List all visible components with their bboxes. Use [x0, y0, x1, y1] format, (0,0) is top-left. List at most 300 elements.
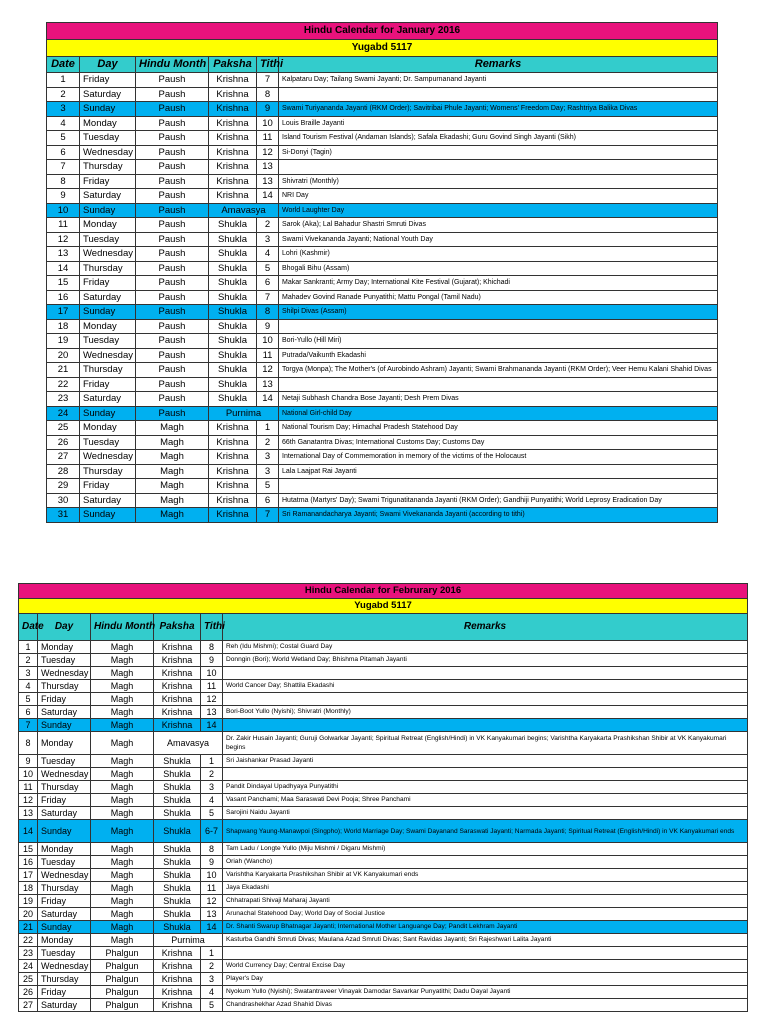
day-cell: Wednesday	[38, 869, 91, 882]
table-row	[19, 843, 748, 856]
tithi-cell: 5	[257, 261, 279, 276]
tithi-cell: 1	[257, 421, 279, 436]
hindu-month-cell: Paush	[136, 73, 209, 88]
hindu-month-cell: Paush	[136, 203, 209, 218]
tithi-cell: 13	[201, 706, 223, 719]
paksha-cell: Shukla	[154, 856, 201, 869]
tithi-cell: 12	[201, 895, 223, 908]
hindu-month-cell: Phalgun	[91, 986, 154, 999]
table-row	[19, 934, 748, 947]
table-row	[19, 794, 748, 807]
date-cell: 15	[19, 843, 38, 856]
col-header-day: Day	[38, 614, 91, 641]
hindu-month-cell: Magh	[91, 667, 154, 680]
remarks-cell: Island Tourism Festival (Andaman Islands); Safala Ekadashi; Guru Govind Singh Jayanti (Sikh)	[279, 131, 718, 146]
hindu-month-cell: Paush	[136, 334, 209, 349]
paksha-cell: Shukla	[209, 261, 257, 276]
remarks-cell: Lala Laajpat Rai Jayanti	[279, 464, 718, 479]
date-cell: 6	[19, 706, 38, 719]
tithi-cell: 10	[257, 334, 279, 349]
hindu-month-cell: Paush	[136, 174, 209, 189]
date-cell: 31	[47, 508, 80, 523]
day-cell: Friday	[80, 377, 136, 392]
remarks-cell	[279, 377, 718, 392]
remarks-cell: National Girl-child Day	[279, 406, 718, 421]
hindu-month-cell: Paush	[136, 305, 209, 320]
date-cell: 23	[19, 947, 38, 960]
date-cell: 13	[47, 247, 80, 262]
tithi-cell: 13	[201, 908, 223, 921]
tithi-cell: 5	[257, 479, 279, 494]
table-row	[19, 654, 748, 667]
tithi-cell: 11	[201, 882, 223, 895]
remarks-cell: Shivratri (Monthly)	[279, 174, 718, 189]
remarks-cell: Torgya (Monpa); The Mother's (of Aurobindo Ashram) Jayanti; Swami Brahmananda Jayanti (RKM Order); Veer Hemu Kalani Shahid Divas	[279, 363, 718, 378]
date-cell: 9	[47, 189, 80, 204]
day-cell: Sunday	[38, 820, 91, 843]
paksha-cell: Krishna	[209, 464, 257, 479]
day-cell: Sunday	[80, 508, 136, 523]
table-row	[19, 960, 748, 973]
table-row	[47, 334, 718, 349]
remarks-cell	[279, 319, 718, 334]
tithi-cell: 8	[201, 843, 223, 856]
table-row	[19, 768, 748, 781]
february-calendar-table	[18, 583, 748, 1012]
date-cell: 2	[47, 87, 80, 102]
tithi-cell: 12	[257, 145, 279, 160]
remarks-cell: Louis Braille Jayanti	[279, 116, 718, 131]
tithi-cell: 5	[201, 999, 223, 1012]
paksha-cell: Krishna	[154, 693, 201, 706]
day-cell: Friday	[38, 693, 91, 706]
remarks-cell: Chhatrapati Shivaji Maharaj Jayanti	[223, 895, 748, 908]
tithi-cell: 8	[201, 641, 223, 654]
day-cell: Saturday	[38, 706, 91, 719]
tithi-cell: 8	[257, 305, 279, 320]
remarks-cell: Dr. Zakir Husain Jayanti; Guruji Golwarkar Jayanti; Spiritual Retreat (English/Hindi) in VK Kanyakumari begins; Varishtha Karyakarta Prashikshan Shibir at VK Kanyakumari begins	[223, 732, 748, 755]
remarks-cell: Chandrashekhar Azad Shahid Divas	[223, 999, 748, 1012]
tithi-cell: 14	[257, 189, 279, 204]
table-row	[19, 908, 748, 921]
date-cell: 24	[19, 960, 38, 973]
paksha-cell: Krishna	[209, 73, 257, 88]
tithi-cell: 13	[257, 174, 279, 189]
table-row	[47, 102, 718, 117]
tithi-cell: 9	[201, 654, 223, 667]
date-cell: 17	[19, 869, 38, 882]
date-cell: 26	[47, 435, 80, 450]
day-cell: Saturday	[80, 290, 136, 305]
tithi-cell: 2	[257, 218, 279, 233]
remarks-cell: Sri Ramanandacharya Jayanti; Swami Vivekananda Jayanti (according to tithi)	[279, 508, 718, 523]
remarks-cell: 66th Ganatantra Divas; International Customs Day; Customs Day	[279, 435, 718, 450]
day-cell: Monday	[80, 218, 136, 233]
date-cell: 30	[47, 493, 80, 508]
hindu-month-cell: Magh	[91, 781, 154, 794]
paksha-cell: Krishna	[209, 479, 257, 494]
hindu-month-cell: Magh	[91, 693, 154, 706]
table-row	[47, 348, 718, 363]
day-cell: Wednesday	[38, 960, 91, 973]
date-cell: 12	[47, 232, 80, 247]
tithi-cell: 6	[257, 493, 279, 508]
date-cell: 27	[47, 450, 80, 465]
remarks-cell: Bori-Boot Yullo (Nyishi); Shivratri (Monthly)	[223, 706, 748, 719]
date-cell: 10	[19, 768, 38, 781]
paksha-cell: Krishna	[154, 947, 201, 960]
day-cell: Wednesday	[38, 667, 91, 680]
table-row	[19, 895, 748, 908]
date-cell: 16	[47, 290, 80, 305]
hindu-month-cell: Paush	[136, 319, 209, 334]
date-cell: 8	[19, 732, 38, 755]
hindu-month-cell: Magh	[91, 768, 154, 781]
tithi-cell: 2	[201, 960, 223, 973]
date-cell: 3	[19, 667, 38, 680]
hindu-month-cell: Paush	[136, 102, 209, 117]
remarks-cell: Si-Donyi (Tagin)	[279, 145, 718, 160]
paksha-cell: Shukla	[209, 348, 257, 363]
date-cell: 20	[47, 348, 80, 363]
date-cell: 17	[47, 305, 80, 320]
table-row	[47, 261, 718, 276]
hindu-month-cell: Phalgun	[91, 973, 154, 986]
day-cell: Friday	[80, 174, 136, 189]
tithi-cell: 3	[257, 464, 279, 479]
date-cell: 4	[19, 680, 38, 693]
january-yugabd: Yugabd 5117	[47, 40, 718, 57]
date-cell: 11	[19, 781, 38, 794]
date-cell: 22	[47, 377, 80, 392]
date-cell: 4	[47, 116, 80, 131]
remarks-cell	[223, 719, 748, 732]
table-row	[47, 290, 718, 305]
remarks-cell: World Cancer Day; Shattila Ekadashi	[223, 680, 748, 693]
remarks-cell: Sri Jaishankar Prasad Jayanti	[223, 755, 748, 768]
hindu-month-cell: Magh	[91, 895, 154, 908]
paksha-cell: Krishna	[154, 999, 201, 1012]
remarks-cell: Varishtha Karyakarta Prashikshan Shibir at VK Kanyakumari ends	[223, 869, 748, 882]
day-cell: Friday	[38, 895, 91, 908]
tithi-cell: 8	[257, 87, 279, 102]
hindu-month-cell: Magh	[91, 794, 154, 807]
table-row	[47, 377, 718, 392]
table-row	[47, 145, 718, 160]
paksha-cell: Shukla	[154, 794, 201, 807]
day-cell: Monday	[38, 732, 91, 755]
tithi-cell: 10	[201, 869, 223, 882]
table-row	[47, 116, 718, 131]
remarks-cell: Mahadev Govind Ranade Punyatithi; Mattu Pongal (Tamil Nadu)	[279, 290, 718, 305]
date-cell: 16	[19, 856, 38, 869]
date-cell: 23	[47, 392, 80, 407]
remarks-cell: Bhogali Bihu (Assam)	[279, 261, 718, 276]
paksha-cell: Krishna	[209, 160, 257, 175]
hindu-month-cell: Paush	[136, 247, 209, 262]
paksha-cell: Shukla	[209, 334, 257, 349]
tithi-cell: 3	[201, 973, 223, 986]
hindu-month-cell: Phalgun	[91, 999, 154, 1012]
remarks-cell: National Tourism Day; Himachal Pradesh Statehood Day	[279, 421, 718, 436]
date-cell: 1	[19, 641, 38, 654]
paksha-cell: Krishna	[154, 973, 201, 986]
date-cell: 10	[47, 203, 80, 218]
tithi-cell: 14	[257, 392, 279, 407]
table-row	[19, 667, 748, 680]
day-cell: Saturday	[38, 999, 91, 1012]
remarks-cell: Vasant Panchami; Maa Saraswati Devi Pooja; Shree Panchami	[223, 794, 748, 807]
remarks-cell: Reh (Idu Mishmi); Costal Guard Day	[223, 641, 748, 654]
table-row	[19, 719, 748, 732]
table-row	[47, 305, 718, 320]
table-row	[47, 406, 718, 421]
tithi-cell: 4	[201, 794, 223, 807]
hindu-month-cell: Magh	[136, 464, 209, 479]
hindu-month-cell: Magh	[136, 479, 209, 494]
hindu-month-cell: Magh	[91, 856, 154, 869]
paksha-cell: Krishna	[209, 174, 257, 189]
paksha-cell: Shukla	[209, 392, 257, 407]
hindu-month-cell: Paush	[136, 116, 209, 131]
table-row	[19, 869, 748, 882]
date-cell: 3	[47, 102, 80, 117]
remarks-cell: Shilpi Divas (Assam)	[279, 305, 718, 320]
day-cell: Friday	[38, 794, 91, 807]
remarks-cell: Kasturba Gandhi Smruti Divas; Maulana Azad Smruti Divas; Sant Ravidas Jayanti; Sri Rajeshwari Lalita Jayanti	[223, 934, 748, 947]
paksha-cell: Krishna	[154, 641, 201, 654]
hindu-month-cell: Paush	[136, 276, 209, 291]
paksha-cell: Krishna	[154, 654, 201, 667]
tithi-cell: 3	[201, 781, 223, 794]
day-cell: Friday	[80, 73, 136, 88]
hindu-month-cell: Paush	[136, 290, 209, 305]
paksha-cell: Krishna	[209, 421, 257, 436]
paksha-cell: Krishna	[154, 706, 201, 719]
paksha-cell: Shukla	[209, 319, 257, 334]
day-cell: Monday	[80, 421, 136, 436]
col-header-date: Date	[19, 614, 38, 641]
remarks-cell	[279, 479, 718, 494]
day-cell: Friday	[80, 479, 136, 494]
date-cell: 14	[47, 261, 80, 276]
hindu-month-cell: Paush	[136, 145, 209, 160]
date-cell: 6	[47, 145, 80, 160]
paksha-cell: Shukla	[209, 218, 257, 233]
tithi-cell: 13	[257, 160, 279, 175]
day-cell: Sunday	[80, 406, 136, 421]
remarks-cell: NRI Day	[279, 189, 718, 204]
table-row	[19, 973, 748, 986]
paksha-cell: Krishna	[209, 435, 257, 450]
date-cell: 13	[19, 807, 38, 820]
paksha-cell: Shukla	[154, 869, 201, 882]
date-cell: 7	[19, 719, 38, 732]
paksha-cell: Shukla	[209, 305, 257, 320]
paksha-cell: Shukla	[209, 232, 257, 247]
remarks-cell: Donngin (Bori); World Wetland Day; Bhishma Pitamah Jayanti	[223, 654, 748, 667]
table-row	[47, 450, 718, 465]
date-cell: 9	[19, 755, 38, 768]
remarks-cell	[223, 693, 748, 706]
date-cell: 27	[19, 999, 38, 1012]
hindu-month-cell: Magh	[91, 680, 154, 693]
hindu-month-cell: Paush	[136, 363, 209, 378]
table-row	[47, 174, 718, 189]
table-row	[47, 421, 718, 436]
hindu-month-cell: Paush	[136, 406, 209, 421]
day-cell: Thursday	[38, 781, 91, 794]
day-cell: Wednesday	[80, 450, 136, 465]
hindu-month-cell: Paush	[136, 348, 209, 363]
day-cell: Tuesday	[38, 654, 91, 667]
tithi-cell: 11	[201, 680, 223, 693]
table-row	[19, 755, 748, 768]
remarks-cell: Hutatma (Martyrs' Day); Swami Trigunatitananda Jayanti (RKM Order); Gandhiji Punyatithi; World Leprosy Eradication Day	[279, 493, 718, 508]
date-cell: 14	[19, 820, 38, 843]
remarks-cell: Swami Vivekananda Jayanti; National Youth Day	[279, 232, 718, 247]
date-cell: 25	[19, 973, 38, 986]
tithi-cell: 9	[257, 102, 279, 117]
tithi-cell: 12	[201, 693, 223, 706]
col-header-paksha: Paksha	[209, 57, 257, 73]
date-cell: 2	[19, 654, 38, 667]
hindu-month-cell: Paush	[136, 261, 209, 276]
date-cell: 19	[19, 895, 38, 908]
hindu-month-cell: Magh	[91, 641, 154, 654]
hindu-month-cell: Magh	[91, 719, 154, 732]
date-cell: 1	[47, 73, 80, 88]
paksha-cell: Krishna	[154, 986, 201, 999]
table-row	[19, 693, 748, 706]
remarks-cell: Putrada/Vaikunth Ekadashi	[279, 348, 718, 363]
date-cell: 21	[19, 921, 38, 934]
col-header-hindu-month: Hindu Month	[136, 57, 209, 73]
date-cell: 19	[47, 334, 80, 349]
tithi-cell: 14	[201, 921, 223, 934]
date-cell: 11	[47, 218, 80, 233]
table-row	[47, 73, 718, 88]
day-cell: Monday	[80, 116, 136, 131]
date-cell: 8	[47, 174, 80, 189]
hindu-month-cell: Magh	[136, 435, 209, 450]
day-cell: Tuesday	[38, 755, 91, 768]
paksha-cell: Krishna	[209, 116, 257, 131]
date-cell: 15	[47, 276, 80, 291]
hindu-month-cell: Paush	[136, 232, 209, 247]
hindu-month-cell: Paush	[136, 131, 209, 146]
remarks-cell	[279, 160, 718, 175]
tithi-cell: 11	[257, 131, 279, 146]
tithi-cell: 10	[201, 667, 223, 680]
tithi-cell: 2	[201, 768, 223, 781]
hindu-month-cell: Phalgun	[91, 960, 154, 973]
remarks-cell: International Day of Commemoration in memory of the victims of the Holocaust	[279, 450, 718, 465]
paksha-cell: Shukla	[154, 807, 201, 820]
hindu-month-cell: Magh	[136, 450, 209, 465]
paksha-cell: Purnima	[154, 934, 223, 947]
table-row	[47, 479, 718, 494]
col-header-day: Day	[80, 57, 136, 73]
hindu-month-cell: Magh	[91, 706, 154, 719]
hindu-month-cell: Magh	[91, 921, 154, 934]
tithi-cell: 7	[257, 508, 279, 523]
paksha-cell: Shukla	[154, 921, 201, 934]
paksha-cell: Shukla	[154, 882, 201, 895]
day-cell: Friday	[38, 986, 91, 999]
day-cell: Wednesday	[80, 247, 136, 262]
date-cell: 12	[19, 794, 38, 807]
remarks-cell: Dr. Shanti Swarup Bhatnagar Jayanti; International Mother Languange Day; Pandit Lekhram Jayanti	[223, 921, 748, 934]
day-cell: Thursday	[38, 882, 91, 895]
day-cell: Sunday	[80, 203, 136, 218]
paksha-cell: Krishna	[154, 960, 201, 973]
table-row	[47, 131, 718, 146]
paksha-cell: Krishna	[154, 680, 201, 693]
hindu-month-cell: Phalgun	[91, 947, 154, 960]
paksha-cell: Shukla	[154, 768, 201, 781]
hindu-month-cell: Paush	[136, 377, 209, 392]
col-header-date: Date	[47, 57, 80, 73]
date-cell: 18	[47, 319, 80, 334]
paksha-cell: Krishna	[209, 145, 257, 160]
paksha-cell: Krishna	[209, 87, 257, 102]
hindu-month-cell: Magh	[136, 508, 209, 523]
date-cell: 20	[19, 908, 38, 921]
paksha-cell: Shukla	[209, 247, 257, 262]
date-cell: 22	[19, 934, 38, 947]
day-cell: Friday	[80, 276, 136, 291]
table-row	[19, 882, 748, 895]
table-row	[47, 160, 718, 175]
paksha-cell: Shukla	[154, 820, 201, 843]
table-row	[19, 820, 748, 843]
tithi-cell: 11	[257, 348, 279, 363]
day-cell: Monday	[80, 319, 136, 334]
hindu-month-cell: Magh	[91, 908, 154, 921]
remarks-cell: Tam Ladu / Longte Yullo (Miju Mishmi / Digaru Mishmi)	[223, 843, 748, 856]
tithi-cell: 1	[201, 947, 223, 960]
date-cell: 21	[47, 363, 80, 378]
day-cell: Tuesday	[38, 856, 91, 869]
table-row	[47, 247, 718, 262]
day-cell: Monday	[38, 641, 91, 654]
tithi-cell: 1	[201, 755, 223, 768]
table-row	[47, 87, 718, 102]
tithi-cell: 3	[257, 450, 279, 465]
col-header-hindu-month: Hindu Month	[91, 614, 154, 641]
tithi-cell: 6-7	[201, 820, 223, 843]
table-row	[47, 508, 718, 523]
hindu-month-cell: Magh	[91, 882, 154, 895]
tithi-cell: 9	[201, 856, 223, 869]
date-cell: 18	[19, 882, 38, 895]
hindu-month-cell: Magh	[91, 820, 154, 843]
day-cell: Thursday	[38, 680, 91, 693]
tithi-cell: 3	[257, 232, 279, 247]
day-cell: Wednesday	[80, 348, 136, 363]
hindu-month-cell: Paush	[136, 218, 209, 233]
day-cell: Tuesday	[80, 334, 136, 349]
table-row	[19, 732, 748, 755]
paksha-cell: Shukla	[154, 781, 201, 794]
january-title: Hindu Calendar for January 2016	[47, 23, 718, 40]
remarks-cell: Swami Turiyananda Jayanti (RKM Order); Savitribai Phule Jayanti; Womens' Freedom Day; Rashtriya Balika Divas	[279, 102, 718, 117]
remarks-cell: Kalpataru Day; Tailang Swami Jayanti; Dr. Sampurnanand Jayanti	[279, 73, 718, 88]
remarks-cell: Jaya Ekadashi	[223, 882, 748, 895]
paksha-cell: Shukla	[209, 377, 257, 392]
remarks-cell: Bori-Yullo (Hill Miri)	[279, 334, 718, 349]
